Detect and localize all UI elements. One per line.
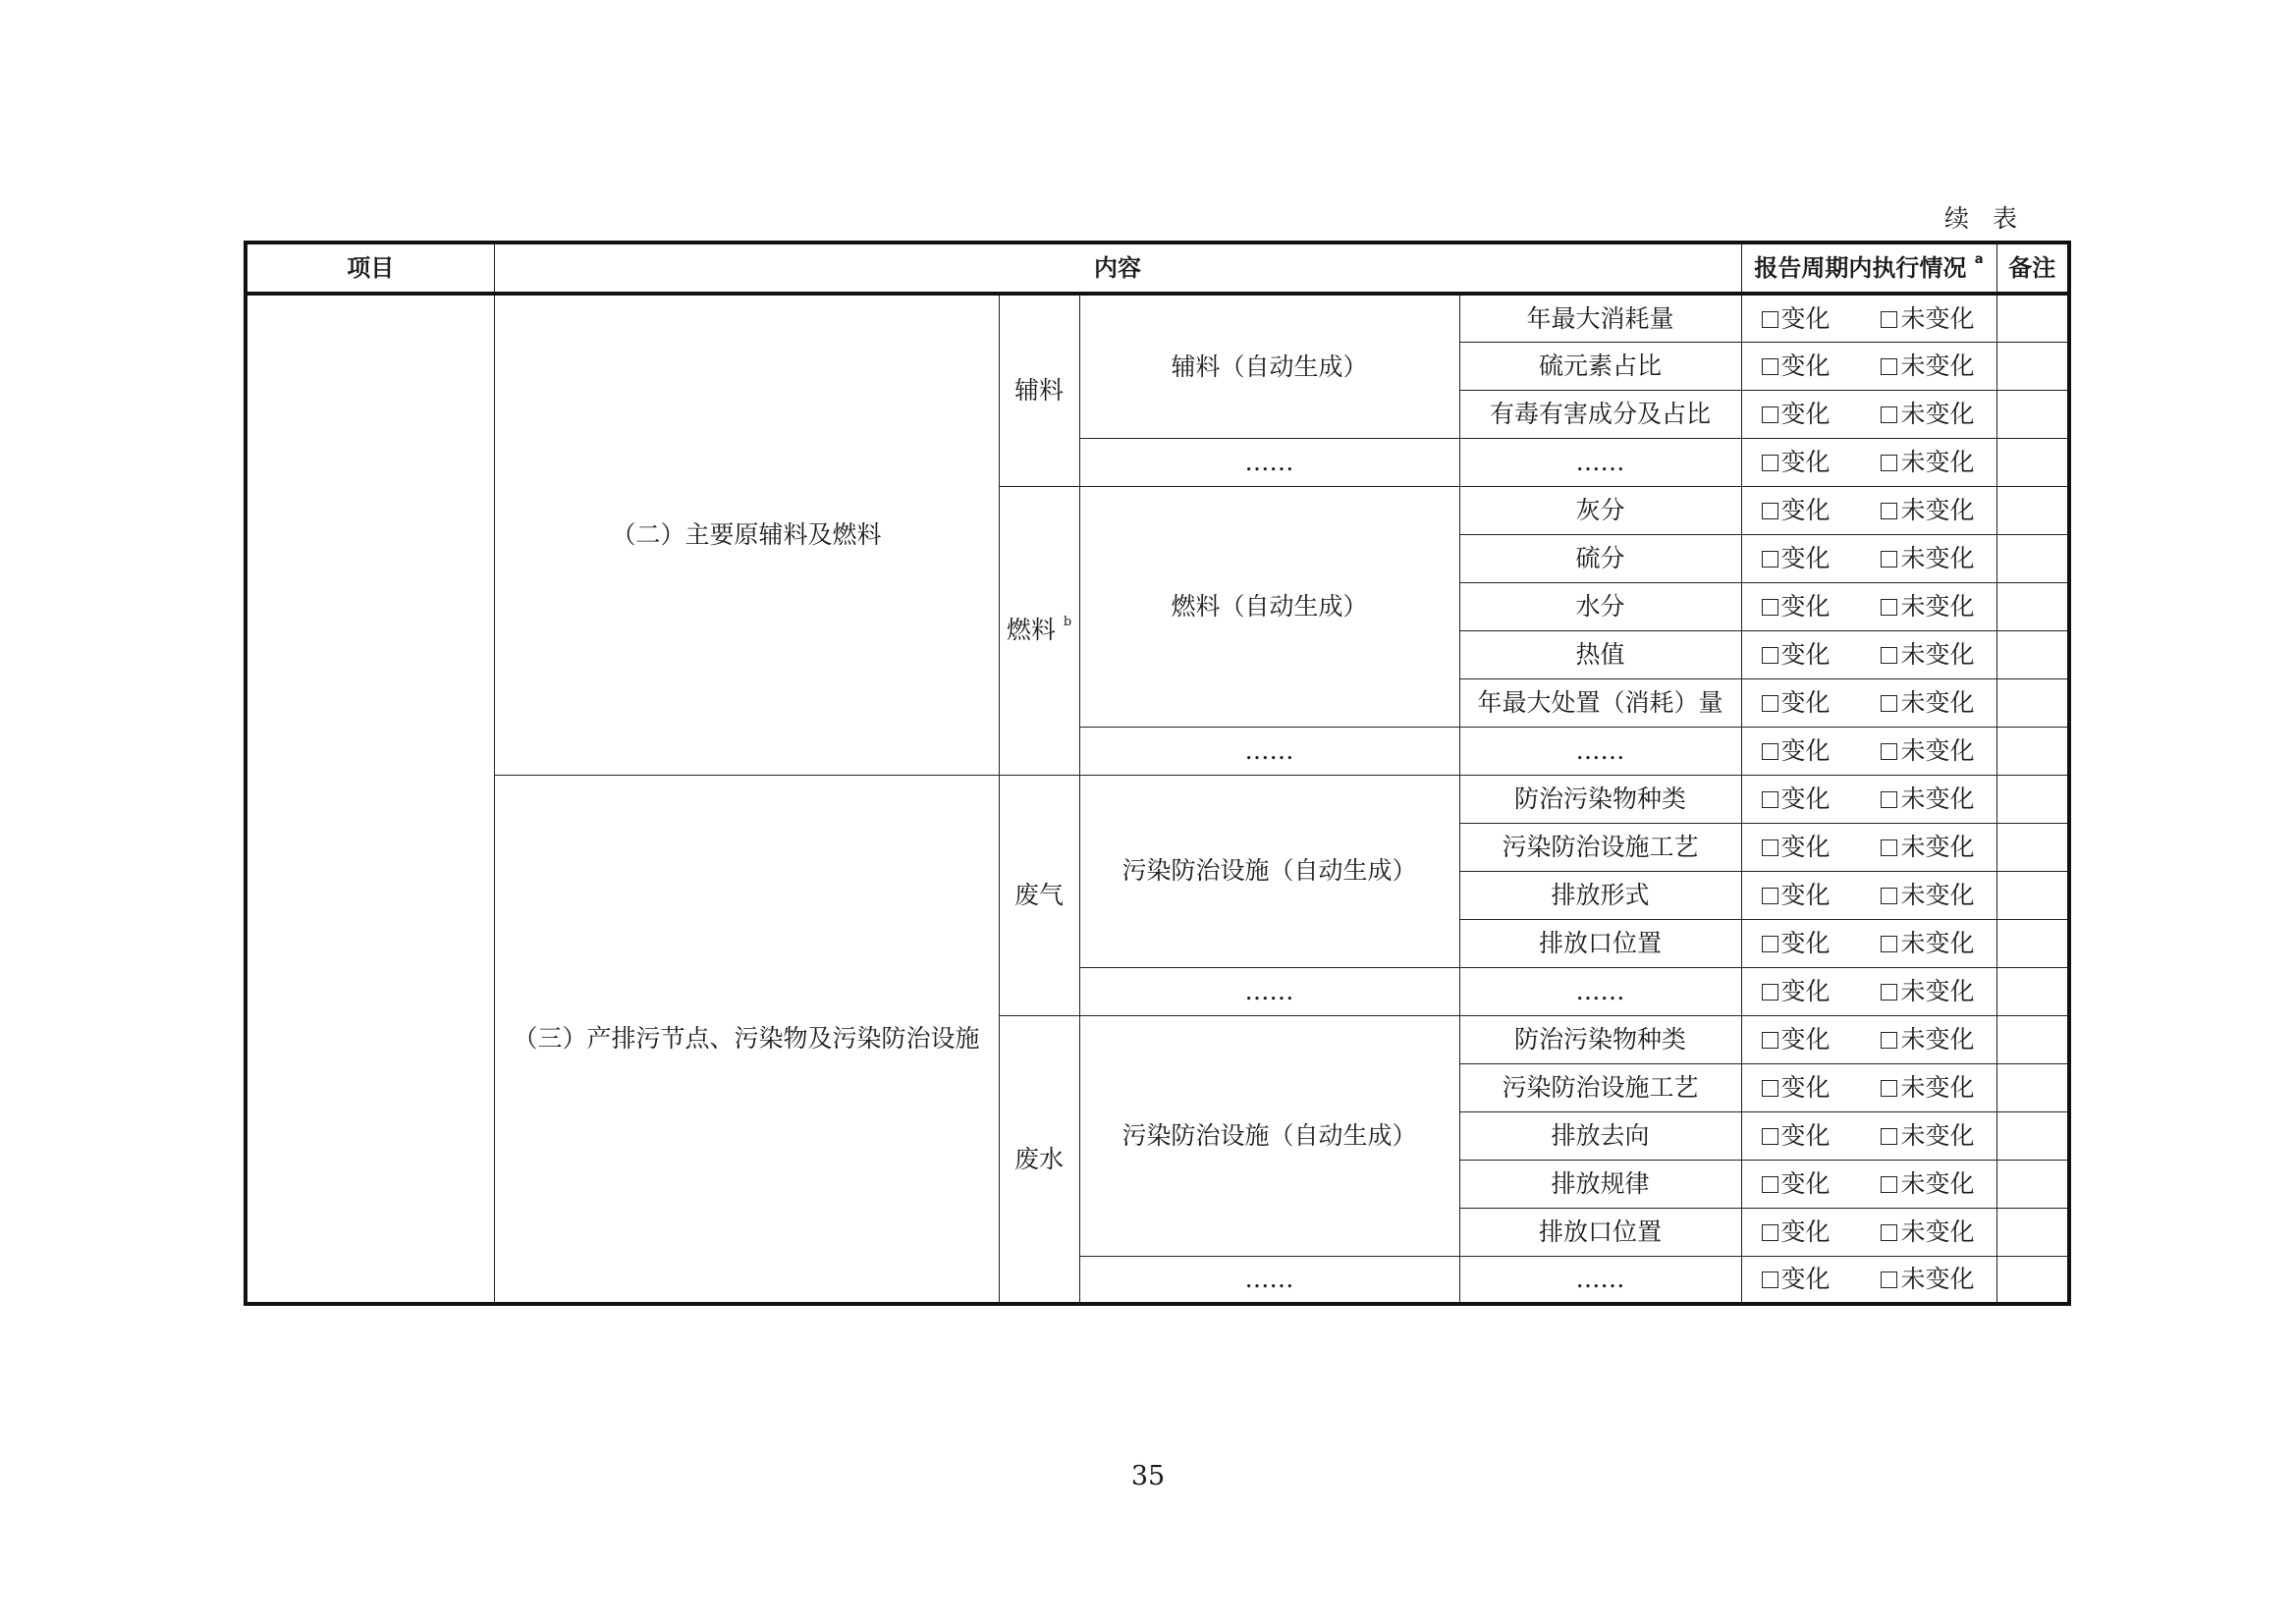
unchanged-checkbox[interactable]	[1881, 647, 1897, 664]
changed-option[interactable]	[1762, 930, 1831, 957]
unchanged-label: 未变化	[1900, 639, 1975, 669]
changed-option[interactable]	[1762, 1266, 1831, 1293]
changed-checkbox[interactable]	[1762, 1080, 1778, 1097]
unchanged-option[interactable]	[1881, 930, 1974, 957]
status-cell	[1741, 823, 1996, 871]
changed-checkbox[interactable]	[1762, 695, 1778, 712]
attribute-cell: 硫分	[1459, 534, 1741, 582]
status-cell	[1741, 678, 1996, 727]
changed-option[interactable]	[1762, 497, 1831, 524]
changed-label: 变化	[1780, 591, 1831, 621]
unchanged-checkbox[interactable]	[1881, 888, 1897, 904]
changed-label: 变化	[1780, 832, 1831, 861]
attribute-cell: 防治污染物种类	[1459, 1015, 1741, 1063]
unchanged-option[interactable]	[1881, 737, 1974, 765]
attribute-cell: 水分	[1459, 582, 1741, 630]
unchanged-checkbox[interactable]	[1881, 1128, 1897, 1145]
changed-checkbox[interactable]	[1762, 1032, 1778, 1049]
category-label	[999, 294, 1079, 486]
header-status-label: 报告周期内执行情况	[1754, 253, 1967, 282]
changed-option[interactable]	[1762, 305, 1831, 333]
unchanged-option[interactable]	[1881, 305, 1974, 333]
unchanged-option[interactable]	[1881, 401, 1974, 428]
unchanged-checkbox[interactable]	[1881, 936, 1897, 952]
unchanged-option[interactable]	[1881, 882, 1974, 909]
status-options	[1742, 1122, 1996, 1150]
unchanged-checkbox[interactable]	[1881, 503, 1897, 519]
unchanged-label: 未变化	[1900, 1217, 1975, 1246]
attribute-cell: 灰分	[1459, 486, 1741, 534]
changed-option[interactable]	[1762, 545, 1831, 572]
unchanged-checkbox[interactable]	[1881, 839, 1897, 856]
table-row	[246, 775, 2069, 823]
remarks-cell	[1996, 582, 2069, 630]
status-cell	[1741, 1063, 1996, 1111]
unchanged-option[interactable]	[1881, 978, 1974, 1005]
status-options	[1742, 352, 1996, 380]
remarks-cell	[1996, 823, 2069, 871]
remarks-cell	[1996, 342, 2069, 390]
remarks-cell	[1996, 1015, 2069, 1063]
section-title: （三）产排污节点、污染物及污染防治设施	[494, 775, 999, 1304]
group-name: 污染防治设施（自动生成）	[1079, 775, 1459, 967]
status-cell	[1741, 919, 1996, 967]
attribute-cell: 污染防治设施工艺	[1459, 1063, 1741, 1111]
status-cell	[1741, 438, 1996, 486]
category-name: 废水	[1013, 1144, 1064, 1173]
group-name: 污染防治设施（自动生成）	[1079, 1015, 1459, 1256]
changed-option[interactable]	[1762, 352, 1831, 380]
header-item: 项目	[246, 243, 494, 294]
status-options	[1742, 641, 1996, 669]
status-cell	[1741, 1208, 1996, 1256]
status-options	[1742, 882, 1996, 909]
changed-checkbox[interactable]	[1762, 936, 1778, 952]
continued-table-label: 续 表	[1944, 204, 2025, 233]
unchanged-label: 未变化	[1900, 591, 1975, 621]
status-cell	[1741, 775, 1996, 823]
changed-option[interactable]	[1762, 1170, 1831, 1198]
attribute-cell: 排放去向	[1459, 1111, 1741, 1160]
status-options	[1742, 737, 1996, 765]
unchanged-label: 未变化	[1900, 495, 1975, 524]
status-options	[1742, 1074, 1996, 1102]
unchanged-label: 未变化	[1900, 1024, 1975, 1054]
unchanged-label: 未变化	[1900, 1265, 1975, 1293]
status-options	[1742, 1218, 1996, 1246]
remarks-cell	[1996, 727, 2069, 775]
category-label	[999, 1015, 1079, 1304]
status-cell	[1741, 1015, 1996, 1063]
status-options	[1742, 305, 1996, 333]
status-options	[1742, 1170, 1996, 1198]
changed-label: 变化	[1780, 976, 1831, 1005]
changed-checkbox[interactable]	[1762, 406, 1778, 423]
status-options	[1742, 593, 1996, 621]
status-options	[1742, 834, 1996, 861]
changed-option[interactable]	[1762, 737, 1831, 765]
remarks-cell	[1996, 630, 2069, 678]
changed-label: 变化	[1780, 928, 1831, 957]
attribute-cell: ……	[1459, 438, 1741, 486]
remarks-cell	[1996, 1208, 2069, 1256]
changed-option[interactable]	[1762, 882, 1831, 909]
changed-checkbox[interactable]	[1762, 599, 1778, 616]
status-cell	[1741, 1160, 1996, 1208]
changed-label: 变化	[1780, 495, 1831, 524]
remarks-cell	[1996, 486, 2069, 534]
unchanged-option[interactable]	[1881, 1218, 1974, 1246]
unchanged-checkbox[interactable]	[1881, 984, 1897, 1001]
changed-label: 变化	[1780, 639, 1831, 669]
unchanged-option[interactable]	[1881, 641, 1974, 669]
status-options	[1742, 785, 1996, 813]
report-table	[244, 241, 2071, 1306]
changed-checkbox[interactable]	[1762, 888, 1778, 904]
group-name: 辅料（自动生成）	[1079, 294, 1459, 438]
attribute-cell: 污染防治设施工艺	[1459, 823, 1741, 871]
category-name: 废气	[1013, 880, 1064, 909]
status-cell	[1741, 534, 1996, 582]
changed-option[interactable]	[1762, 834, 1831, 861]
changed-label: 变化	[1780, 351, 1831, 380]
remarks-cell	[1996, 871, 2069, 919]
attribute-cell: ……	[1459, 967, 1741, 1015]
status-options	[1742, 978, 1996, 1005]
status-options	[1742, 449, 1996, 476]
changed-label: 变化	[1780, 784, 1831, 813]
attribute-cell: 排放口位置	[1459, 1208, 1741, 1256]
unchanged-option[interactable]	[1881, 785, 1974, 813]
group-name: ……	[1079, 1256, 1459, 1304]
status-cell	[1741, 1256, 1996, 1304]
unchanged-option[interactable]	[1881, 593, 1974, 621]
header-remarks: 备注	[1996, 243, 2069, 294]
unchanged-option[interactable]	[1881, 497, 1974, 524]
changed-checkbox[interactable]	[1762, 839, 1778, 856]
attribute-cell: 排放规律	[1459, 1160, 1741, 1208]
status-cell	[1741, 1111, 1996, 1160]
changed-checkbox[interactable]	[1762, 1224, 1778, 1241]
changed-checkbox[interactable]	[1762, 358, 1778, 375]
changed-label: 变化	[1780, 1265, 1831, 1293]
unchanged-option[interactable]	[1881, 545, 1974, 572]
changed-checkbox[interactable]	[1762, 1128, 1778, 1145]
attribute-cell: 排放口位置	[1459, 919, 1741, 967]
unchanged-label: 未变化	[1900, 543, 1975, 572]
status-options	[1742, 1266, 1996, 1293]
attribute-cell: 防治污染物种类	[1459, 775, 1741, 823]
changed-label: 变化	[1780, 399, 1831, 428]
unchanged-option[interactable]	[1881, 352, 1974, 380]
changed-label: 变化	[1780, 1217, 1831, 1246]
changed-checkbox[interactable]	[1762, 1176, 1778, 1193]
category-label	[999, 775, 1079, 1015]
group-name: 燃料（自动生成）	[1079, 486, 1459, 727]
status-options	[1742, 401, 1996, 428]
changed-label: 变化	[1780, 543, 1831, 572]
remarks-cell	[1996, 775, 2069, 823]
attribute-cell: 年最大消耗量	[1459, 294, 1741, 342]
group-name: ……	[1079, 967, 1459, 1015]
group-name: ……	[1079, 727, 1459, 775]
header-row	[246, 243, 2069, 294]
item-cell	[246, 294, 494, 1304]
status-options	[1742, 1026, 1996, 1054]
changed-label: 变化	[1780, 880, 1831, 909]
table-row	[246, 294, 2069, 342]
remarks-cell	[1996, 390, 2069, 438]
changed-option[interactable]	[1762, 449, 1831, 476]
table-body	[246, 294, 2069, 1304]
status-cell	[1741, 294, 1996, 342]
header-content: 内容	[494, 243, 1741, 294]
changed-label: 变化	[1780, 1168, 1831, 1198]
attribute-cell: 有毒有害成分及占比	[1459, 390, 1741, 438]
changed-option[interactable]	[1762, 401, 1831, 428]
status-cell	[1741, 582, 1996, 630]
changed-checkbox[interactable]	[1762, 551, 1778, 568]
unchanged-label: 未变化	[1900, 351, 1975, 380]
unchanged-option[interactable]	[1881, 1074, 1974, 1102]
changed-option[interactable]	[1762, 689, 1831, 717]
changed-checkbox[interactable]	[1762, 455, 1778, 471]
unchanged-label: 未变化	[1900, 928, 1975, 957]
status-cell	[1741, 871, 1996, 919]
changed-checkbox[interactable]	[1762, 503, 1778, 519]
status-cell	[1741, 727, 1996, 775]
unchanged-checkbox[interactable]	[1881, 551, 1897, 568]
unchanged-checkbox[interactable]	[1881, 791, 1897, 808]
attribute-cell: ……	[1459, 727, 1741, 775]
unchanged-label: 未变化	[1900, 976, 1975, 1005]
group-name: ……	[1079, 438, 1459, 486]
changed-option[interactable]	[1762, 1122, 1831, 1150]
remarks-cell	[1996, 1256, 2069, 1304]
attribute-cell: ……	[1459, 1256, 1741, 1304]
unchanged-checkbox[interactable]	[1881, 455, 1897, 471]
changed-option[interactable]	[1762, 641, 1831, 669]
unchanged-checkbox[interactable]	[1881, 358, 1897, 375]
remarks-cell	[1996, 294, 2069, 342]
changed-checkbox[interactable]	[1762, 984, 1778, 1001]
unchanged-option[interactable]	[1881, 1170, 1974, 1198]
attribute-cell: 硫元素占比	[1459, 342, 1741, 390]
status-cell	[1741, 486, 1996, 534]
attribute-cell: 排放形式	[1459, 871, 1741, 919]
remarks-cell	[1996, 534, 2069, 582]
remarks-cell	[1996, 678, 2069, 727]
unchanged-checkbox[interactable]	[1881, 743, 1897, 760]
changed-option[interactable]	[1762, 593, 1831, 621]
status-cell	[1741, 967, 1996, 1015]
category-footnote: b	[1063, 614, 1072, 629]
unchanged-option[interactable]	[1881, 1266, 1974, 1293]
unchanged-label: 未变化	[1900, 784, 1975, 813]
header-status-footnote: a	[1974, 251, 1984, 267]
unchanged-checkbox[interactable]	[1881, 599, 1897, 616]
status-options	[1742, 689, 1996, 717]
changed-checkbox[interactable]	[1762, 311, 1778, 328]
category-label	[999, 486, 1079, 775]
unchanged-option[interactable]	[1881, 449, 1974, 476]
unchanged-checkbox[interactable]	[1881, 1080, 1897, 1097]
changed-label: 变化	[1780, 1120, 1831, 1150]
unchanged-option[interactable]	[1881, 1026, 1974, 1054]
unchanged-checkbox[interactable]	[1881, 1271, 1897, 1288]
attribute-cell: 热值	[1459, 630, 1741, 678]
status-options	[1742, 545, 1996, 572]
unchanged-label: 未变化	[1900, 880, 1975, 909]
changed-option[interactable]	[1762, 785, 1831, 813]
unchanged-label: 未变化	[1900, 303, 1975, 333]
header-status	[1741, 243, 1996, 294]
section-title: （二）主要原辅料及燃料	[494, 294, 999, 775]
changed-label: 变化	[1780, 735, 1831, 765]
attribute-cell: 年最大处置（消耗）量	[1459, 678, 1741, 727]
changed-checkbox[interactable]	[1762, 1271, 1778, 1288]
unchanged-label: 未变化	[1900, 687, 1975, 717]
changed-label: 变化	[1780, 303, 1831, 333]
unchanged-checkbox[interactable]	[1881, 1176, 1897, 1193]
changed-label: 变化	[1780, 447, 1831, 476]
changed-label: 变化	[1780, 687, 1831, 717]
unchanged-checkbox[interactable]	[1881, 1224, 1897, 1241]
changed-label: 变化	[1780, 1024, 1831, 1054]
status-cell	[1741, 390, 1996, 438]
unchanged-label: 未变化	[1900, 1168, 1975, 1198]
unchanged-label: 未变化	[1900, 399, 1975, 428]
remarks-cell	[1996, 967, 2069, 1015]
remarks-cell	[1996, 919, 2069, 967]
unchanged-checkbox[interactable]	[1881, 311, 1897, 328]
changed-checkbox[interactable]	[1762, 647, 1778, 664]
status-cell	[1741, 630, 1996, 678]
unchanged-option[interactable]	[1881, 1122, 1974, 1150]
changed-label: 变化	[1780, 1072, 1831, 1102]
unchanged-checkbox[interactable]	[1881, 1032, 1897, 1049]
unchanged-label: 未变化	[1900, 447, 1975, 476]
unchanged-label: 未变化	[1900, 735, 1975, 765]
unchanged-checkbox[interactable]	[1881, 695, 1897, 712]
unchanged-label: 未变化	[1900, 1120, 1975, 1150]
changed-checkbox[interactable]	[1762, 791, 1778, 808]
changed-checkbox[interactable]	[1762, 743, 1778, 760]
unchanged-label: 未变化	[1900, 1072, 1975, 1102]
category-name: 辅料	[1013, 376, 1064, 405]
changed-option[interactable]	[1762, 1074, 1831, 1102]
status-cell	[1741, 342, 1996, 390]
remarks-cell	[1996, 438, 2069, 486]
changed-option[interactable]	[1762, 978, 1831, 1005]
unchanged-option[interactable]	[1881, 834, 1974, 861]
status-options	[1742, 930, 1996, 957]
changed-option[interactable]	[1762, 1026, 1831, 1054]
changed-option[interactable]	[1762, 1218, 1831, 1246]
remarks-cell	[1996, 1063, 2069, 1111]
unchanged-option[interactable]	[1881, 689, 1974, 717]
remarks-cell	[1996, 1111, 2069, 1160]
status-options	[1742, 497, 1996, 524]
category-name: 燃料	[1006, 616, 1056, 645]
remarks-cell	[1996, 1160, 2069, 1208]
unchanged-label: 未变化	[1900, 832, 1975, 861]
page-number: 35	[1130, 1461, 1166, 1491]
unchanged-checkbox[interactable]	[1881, 406, 1897, 423]
